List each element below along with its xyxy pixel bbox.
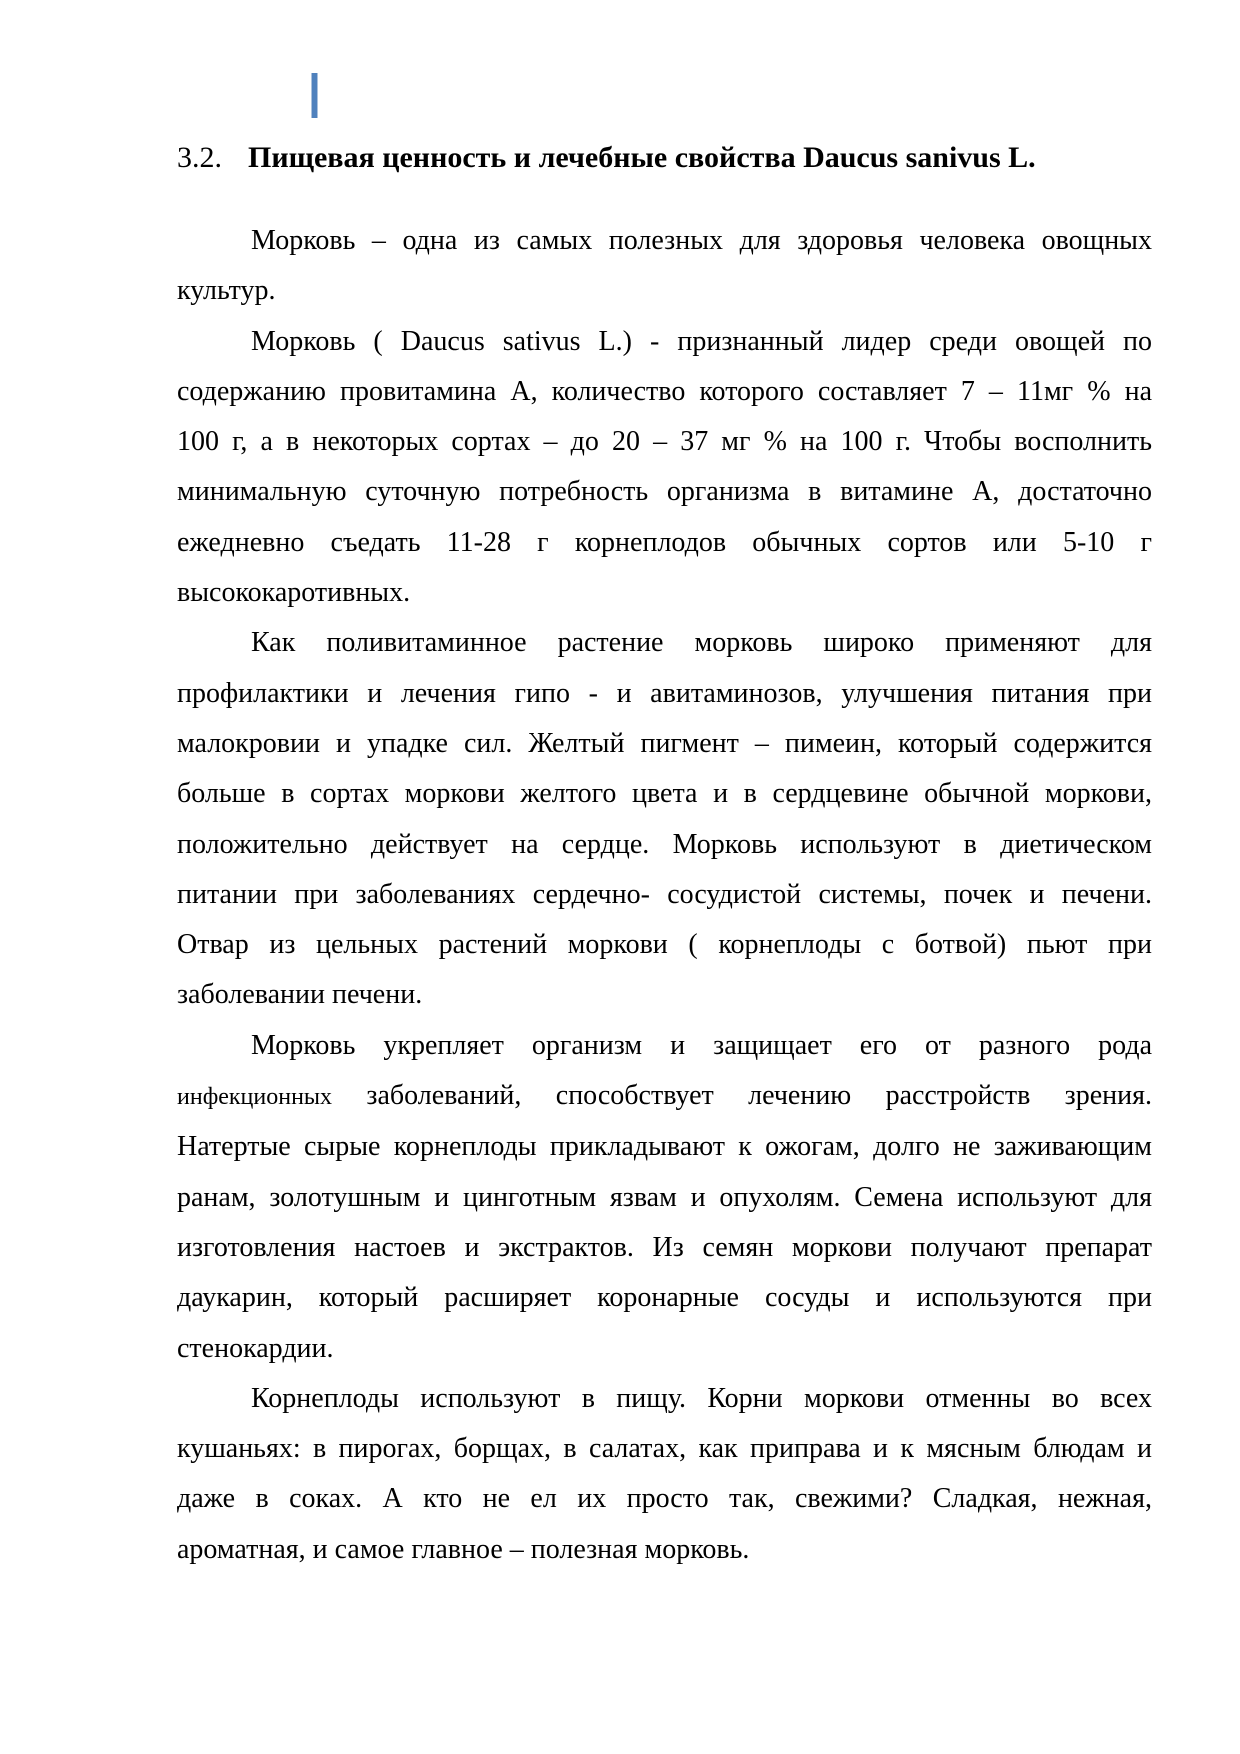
text-line: Морковь ( Daucus sativus L.) - признанный лидер среди овощей по <box>251 325 1152 357</box>
text-line: Корнеплоды используют в пищу. Корни моркови отменны во всех <box>251 1382 1152 1414</box>
section-title: Пищевая ценность и лечебные свойства Daucus sanivus L. <box>248 141 1036 174</box>
text-line: содержанию провитамина А, количество которого составляет 7 – 11мг % на <box>177 375 1152 407</box>
text-segment: заболеваний, способствует лечению расстройств зрения. <box>332 1080 1152 1112</box>
small-text-segment: инфекционных <box>177 1084 333 1111</box>
text-line: стенокардии. <box>177 1332 334 1364</box>
paragraph <box>177 1374 1152 1575</box>
paragraph <box>177 618 1152 1020</box>
text-line: Как поливитаминное растение морковь широко применяют для <box>251 627 1152 659</box>
section-heading <box>177 133 1152 183</box>
text-line: положительно действует на сердце. Морковь используют в диетическом <box>177 828 1152 860</box>
text-line: даукарин, который расширяет коронарные сосуды и используются при <box>177 1282 1152 1314</box>
text-line: заболевании печени. <box>177 979 423 1011</box>
text-line: Морковь – одна из самых полезных для здоровья человека овощных <box>251 225 1152 256</box>
text-line: кушаньях: в пирогах, борщах, в салатах, как приправа и к мясным блюдам и <box>177 1433 1152 1465</box>
text-line: Морковь укрепляет организм и защищает его от разного рода <box>251 1029 1152 1061</box>
paragraph <box>177 1021 1152 1374</box>
text-line: питании при заболеваниях сердечно- сосудистой системы, почек и печени. <box>177 878 1152 910</box>
text-line: больше в сортах моркови желтого цвета и в сердцевине обычной моркови, <box>177 778 1152 810</box>
text-line: даже в соках. А кто не ел их просто так, свежими? Сладкая, нежная, <box>177 1483 1152 1515</box>
text-line: изготовления настоев и экстрактов. Из семян моркови получают препарат <box>177 1231 1152 1263</box>
text-line: 100 г, а в некоторых сортах – до 20 – 37 мг % на 100 г. Чтобы восполнить <box>177 426 1152 458</box>
document-body <box>177 216 1152 1575</box>
document-content <box>177 133 1152 1575</box>
text-line: высококаротивных. <box>177 577 411 609</box>
text-line: ежедневно съедать 11-28 г корнеплодов обычных сортов или 5-10 г <box>177 526 1152 558</box>
text-line: ароматная, и самое главное – полезная морковь. <box>177 1533 750 1565</box>
text-line: минимальную суточную потребность организма в витамине А, достаточно <box>177 476 1152 508</box>
paragraph <box>177 317 1152 619</box>
text-cursor-bar <box>311 73 318 118</box>
paragraph <box>177 216 1152 317</box>
text-line: малокровии и упадке сил. Желтый пигмент – пимеин, который содержится <box>177 727 1152 759</box>
text-line: ранам, золотушным и цинготным язвам и опухолям. Семена используют для <box>177 1181 1152 1213</box>
text-line <box>177 1071 1152 1122</box>
text-line: Натертые сырые корнеплоды прикладывают к ожогам, долго не заживающим <box>177 1131 1152 1163</box>
section-number: 3.2. <box>177 141 222 174</box>
text-line: культур. <box>177 275 276 307</box>
text-line: профилактики и лечения гипо - и авитаминозов, улучшения питания при <box>177 677 1152 709</box>
text-line: Отвар из цельных растений моркови ( корнеплоды с ботвой) пьют при <box>177 929 1152 961</box>
